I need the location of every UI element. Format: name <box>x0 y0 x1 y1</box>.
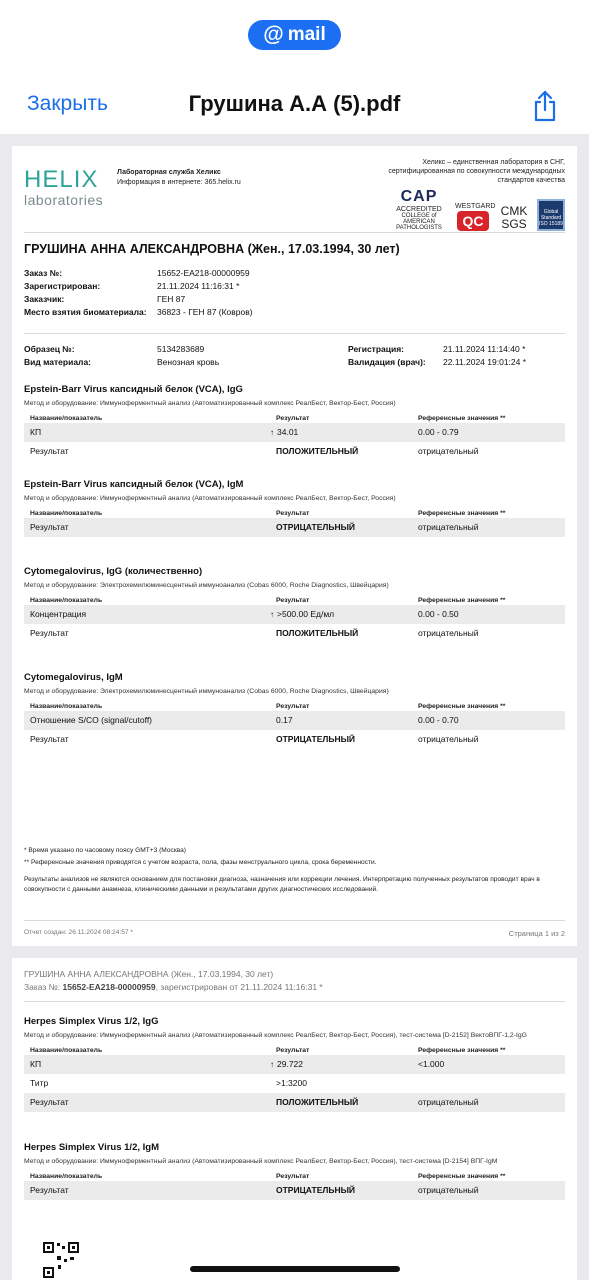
arrow-up-icon: ↑ <box>270 428 274 437</box>
lab-info: Лабораторная служба Хеликс Информация в интернете: 365.helix.ru <box>117 169 241 186</box>
row-result: 29.722 <box>277 1059 303 1069</box>
info-value: Венозная кровь <box>157 357 220 367</box>
row-result: ОТРИЦАТЕЛЬНЫЙ <box>276 734 356 744</box>
header-result: Результат <box>276 703 310 710</box>
row-name: Результат <box>30 1185 69 1195</box>
row-result-cell <box>276 518 418 537</box>
report-created: Отчет создан: 26.11.2024 08:24:57 * <box>24 929 133 936</box>
header-result: Результат <box>276 415 310 422</box>
table-row <box>24 1055 565 1074</box>
test-section <box>24 671 565 749</box>
row-ref: отрицательный <box>418 522 479 532</box>
row-name: Титр <box>30 1078 49 1088</box>
arrow-up-icon: ↑ <box>270 610 274 619</box>
row-ref: отрицательный <box>418 1185 479 1195</box>
info-key: Заказ №: <box>24 268 63 278</box>
row-result: ОТРИЦАТЕЛЬНЫЙ <box>276 522 356 532</box>
pdf-page-2 <box>12 958 577 1280</box>
test-section <box>24 1141 565 1200</box>
nav-bar <box>0 80 589 132</box>
table-header <box>24 596 565 605</box>
info-key: Заказчик: <box>24 294 65 304</box>
test-title: Herpes Simplex Virus 1/2, IgM <box>24 1142 159 1153</box>
row-result: 0.17 <box>276 715 293 725</box>
table-header <box>24 1172 565 1181</box>
table-row <box>24 730 565 749</box>
info-value: 21.11.2024 11:14:40 * <box>443 344 526 354</box>
table-row <box>24 605 565 624</box>
row-result-cell <box>276 711 418 730</box>
row-result: >1:3200 <box>276 1078 307 1088</box>
divider <box>24 333 565 334</box>
page-number: Страница 1 из 2 <box>508 929 565 938</box>
test-section <box>24 383 565 461</box>
header-ref: Референсные значения ** <box>418 510 506 517</box>
test-section <box>24 1015 565 1112</box>
pdf-viewer[interactable] <box>0 134 589 1280</box>
divider <box>24 232 565 233</box>
sgs-badge: CMK SGS <box>500 204 528 231</box>
row-result-cell <box>276 442 418 461</box>
share-button[interactable] <box>531 90 559 122</box>
info-key: Образец №: <box>24 344 75 354</box>
row-name: КП <box>30 427 42 437</box>
test-section <box>24 565 565 643</box>
header-name: Название/показатель <box>30 510 103 517</box>
header-name: Название/показатель <box>30 703 103 710</box>
certification-badges <box>391 188 565 231</box>
row-result-cell <box>276 1181 418 1200</box>
helix-logo: HELIX laboratories <box>24 166 104 208</box>
header-result: Результат <box>276 510 310 517</box>
info-value: 15652-ЕА218-00000959 <box>157 268 250 278</box>
info-value: ГЕН 87 <box>157 294 186 304</box>
row-ref: 0.00 - 0.79 <box>418 427 459 437</box>
sample-info <box>24 343 219 369</box>
test-section <box>24 478 565 537</box>
row-result: >500.00 Ед/мл <box>277 609 335 619</box>
header-ref: Референсные значения ** <box>418 597 506 604</box>
table-row <box>24 1074 565 1093</box>
certification-text: Хеликс – единственная лаборатория в СНГ, сертифицированная по совокупности международных стандартов качества <box>388 159 565 184</box>
table-header <box>24 509 565 518</box>
info-key: Место взятия биоматериала: <box>24 307 147 317</box>
row-ref: отрицательный <box>418 1097 479 1107</box>
arrow-up-icon: ↑ <box>270 1060 274 1069</box>
row-result-cell <box>276 624 418 643</box>
info-line <box>24 343 219 356</box>
header-ref: Референсные значения ** <box>418 415 506 422</box>
info-line <box>24 356 219 369</box>
header-name: Название/показатель <box>30 1173 103 1180</box>
header-name: Название/показатель <box>30 1047 103 1054</box>
row-name: Концентрация <box>30 609 87 619</box>
row-name: КП <box>30 1059 42 1069</box>
table-row <box>24 442 565 461</box>
mail-app-pill[interactable] <box>248 20 341 50</box>
patient-name: ГРУШИНА АННА АЛЕКСАНДРОВНА (Жен., 17.03.1994, 30 лет) <box>24 242 400 256</box>
row-name: Результат <box>30 628 69 638</box>
row-ref: отрицательный <box>418 628 479 638</box>
at-icon: @ <box>263 23 284 46</box>
row-result: ПОЛОЖИТЕЛЬНЫЙ <box>276 628 359 638</box>
test-method: Метод и оборудование: Иммуноферментный анализ (Автоматизированный комплекс РеалБест, Вектор-Бест, Россия) <box>24 400 396 407</box>
row-result-cell <box>270 423 418 442</box>
info-key: Зарегистрирован: <box>24 281 101 291</box>
table-row <box>24 624 565 643</box>
table-row <box>24 518 565 537</box>
info-line <box>24 306 253 319</box>
header-result: Результат <box>276 1047 310 1054</box>
header-name: Название/показатель <box>30 415 103 422</box>
row-result-cell <box>276 1093 418 1112</box>
row-ref: отрицательный <box>418 446 479 456</box>
row-ref: отрицательный <box>418 734 479 744</box>
row-ref: 0.00 - 0.70 <box>418 715 459 725</box>
share-icon <box>531 90 559 122</box>
header-result: Результат <box>276 597 310 604</box>
cap-badge: CAP ACCREDITED COLLEGE of AMERICAN PATHOLOGISTS <box>396 188 442 231</box>
mail-label: mail <box>287 24 326 45</box>
info-key: Регистрация: <box>348 344 405 354</box>
test-method: Метод и оборудование: Электрохемилюминесцентный иммуноанализ (Cobas 6000, Roche Diagnostics, Швейцария) <box>24 688 389 695</box>
test-method: Метод и оборудование: Иммуноферментный анализ (Автоматизированный комплекс РеалБест, Вектор-Бест, Россия) <box>24 495 396 502</box>
header-result: Результат <box>276 1173 310 1180</box>
table-row <box>24 711 565 730</box>
table-row <box>24 1093 565 1112</box>
row-name: Результат <box>30 522 69 532</box>
divider <box>24 1001 565 1002</box>
header-ref: Референсные значения ** <box>418 1173 506 1180</box>
table-header <box>24 702 565 711</box>
order-info <box>24 267 253 319</box>
info-line <box>24 267 253 280</box>
header-name: Название/показатель <box>30 597 103 604</box>
westgard-qc-badge: WESTGARD QC <box>455 203 496 229</box>
row-result-cell <box>276 730 418 749</box>
divider <box>24 920 565 921</box>
row-result: ОТРИЦАТЕЛЬНЫЙ <box>276 1185 356 1195</box>
table-header <box>24 414 565 423</box>
test-method: Метод и оборудование: Иммуноферментный анализ (Автоматизированный комплекс РеалБест, Вектор-Бест, Россия), тест-система [D-2152] ВектоВПГ-1,2-IgG <box>24 1032 527 1039</box>
page-2-header: ГРУШИНА АННА АЛЕКСАНДРОВНА (Жен., 17.03.1994, 30 лет) Заказ №: 15652-ЕА218-00000959, зарегистрирован от 21.11.2024 11:16:31 * <box>24 969 323 992</box>
registration-info <box>348 343 526 369</box>
notes: * Время указано по часовому поясу GMT+3 (Москва) ** Референсные значения приводятся с учетом возраста, пола, фазы менструального цикла, срока беременности. Результаты анализов не являются основанием для постановки диагноза, назначения или коррекции лечения. Интерпретацию полученных результатов проводит врач в совокупности с данными анамнеза, клиническими данными и результатами других диагностических исследований. <box>24 847 540 893</box>
row-name: Результат <box>30 446 69 456</box>
header-ref: Референсные значения ** <box>418 1047 506 1054</box>
info-value: 22.11.2024 19:01:24 * <box>443 357 527 367</box>
row-result: ПОЛОЖИТЕЛЬНЫЙ <box>276 1097 359 1107</box>
test-method: Метод и оборудование: Электрохемилюминесцентный иммуноанализ (Cobas 6000, Roche Diagnostics, Швейцария) <box>24 582 389 589</box>
test-title: Cytomegalovirus, IgM <box>24 672 123 683</box>
test-title: Cytomegalovirus, IgG (количественно) <box>24 566 203 577</box>
row-name: Результат <box>30 1097 69 1107</box>
info-line <box>348 343 526 356</box>
info-value: 5134283689 <box>157 344 205 354</box>
document-title: Грушина А.А (5).pdf <box>188 91 401 116</box>
info-value: 21.11.2024 11:16:31 * <box>157 281 240 291</box>
row-ref: <1.000 <box>418 1059 445 1069</box>
home-indicator[interactable] <box>190 1266 400 1272</box>
info-line <box>24 280 253 293</box>
test-method: Метод и оборудование: Иммуноферментный анализ (Автоматизированный комплекс РеалБест, Вектор-Бест, Россия), тест-система [D-2154] ВПГ-IgM <box>24 1158 498 1165</box>
row-name: Результат <box>30 734 69 744</box>
info-line <box>348 356 526 369</box>
header-ref: Референсные значения ** <box>418 703 506 710</box>
qr-code-icon <box>42 1241 80 1279</box>
test-title: Epstein-Barr Virus капсидный белок (VCA), IgG <box>24 384 243 395</box>
pdf-page-1 <box>12 146 577 946</box>
info-value: 36823 - ГЕН 87 (Ковров) <box>157 307 253 317</box>
test-title: Epstein-Barr Virus капсидный белок (VCA), IgM <box>24 479 244 490</box>
row-result-cell <box>276 1074 418 1093</box>
info-line <box>24 293 253 306</box>
table-row <box>24 1181 565 1200</box>
row-ref: 0.00 - 0.50 <box>418 609 459 619</box>
table-header <box>24 1046 565 1055</box>
global-standard-badge: Global Standard ISO 15189 <box>537 199 565 231</box>
info-key: Валидация (врач): <box>348 357 426 367</box>
row-name: Отношение S/CO (signal/cutoff) <box>30 715 153 725</box>
row-ref <box>418 1074 558 1093</box>
row-result-cell <box>270 1055 418 1074</box>
info-key: Вид материала: <box>24 357 92 367</box>
close-button[interactable]: Закрыть <box>27 92 108 115</box>
row-result: 34.01 <box>277 427 299 437</box>
row-result: ПОЛОЖИТЕЛЬНЫЙ <box>276 446 359 456</box>
table-row <box>24 423 565 442</box>
row-result-cell <box>270 605 418 624</box>
test-title: Herpes Simplex Virus 1/2, IgG <box>24 1016 159 1027</box>
